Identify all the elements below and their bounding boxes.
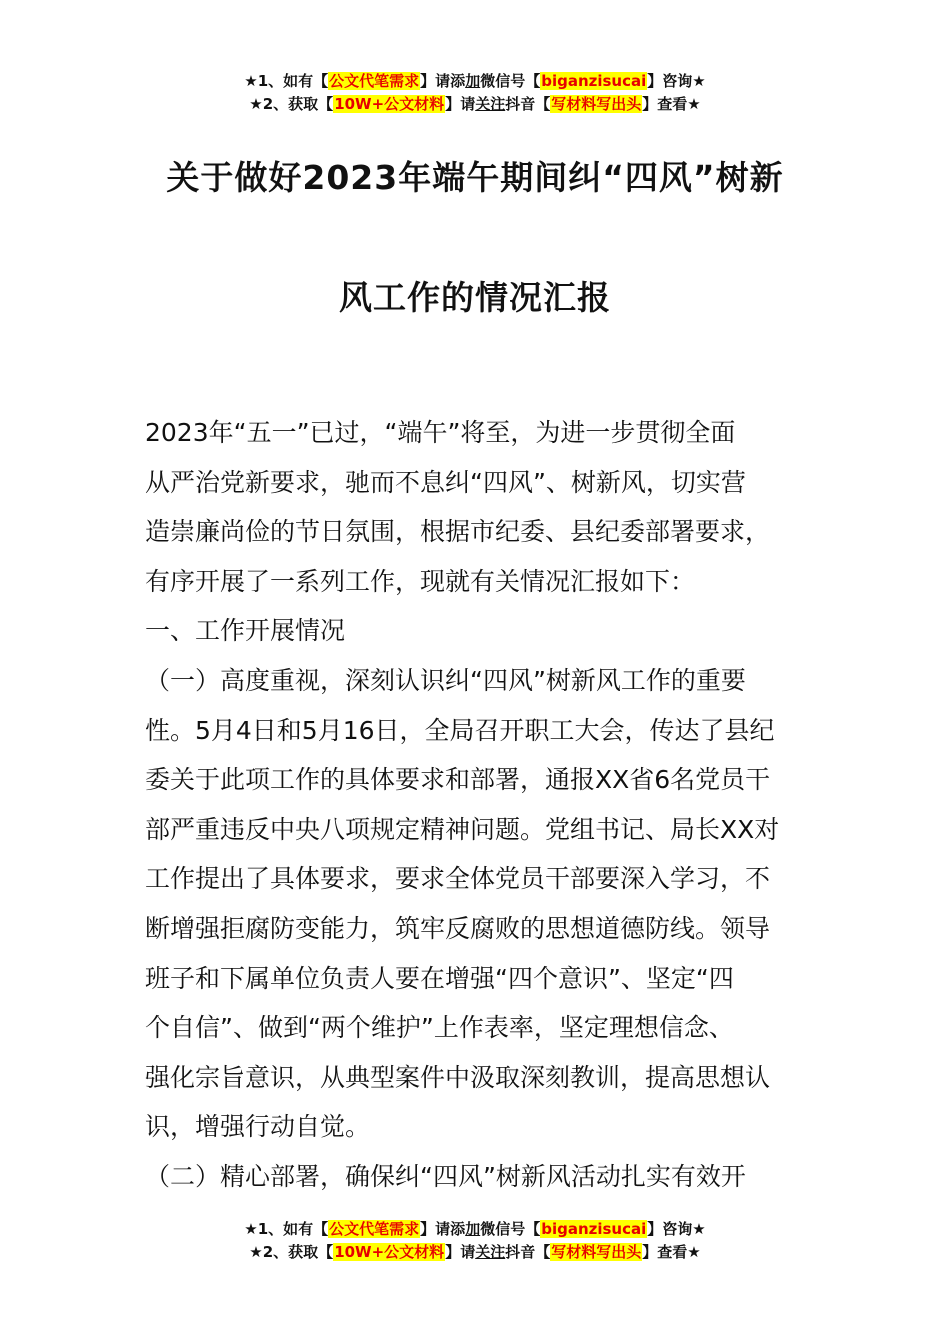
body-line: 个自信”、做到“两个维护”上作表率，坚定理想信念、 <box>145 1013 734 1043</box>
banner-text: 微信号【 <box>480 1220 541 1238</box>
banner-text: 】咨询★ <box>647 1220 706 1238</box>
banner-text: 】查看★ <box>642 1243 701 1261</box>
banner-highlight: 10W+公文材料 <box>334 1243 445 1261</box>
body-line: 性。5月4日和5月16日，全局召开职工大会，传达了县纪 <box>145 715 775 745</box>
banner-text: 】请 <box>445 95 476 113</box>
banner-underlined: 关注 <box>475 1243 506 1261</box>
banner-text: ★1、如有【 <box>244 1220 329 1238</box>
banner-text: 】请 <box>445 1243 476 1261</box>
section-heading: 一、工作开展情况 <box>145 616 346 646</box>
banner-text: ★1、如有【 <box>244 72 329 90</box>
banner-text: 微信号【 <box>480 72 541 90</box>
document-body <box>145 408 810 1202</box>
banner-line-2 <box>0 1241 950 1264</box>
banner-underlined: 加 <box>465 1220 481 1238</box>
body-line: （一）高度重视，深刻认识纠“四风”树新风工作的重要 <box>145 665 746 695</box>
banner-text: 抖音【 <box>505 95 551 113</box>
body-line: 强化宗旨意识，从典型案件中汲取深刻教训，提高思想认 <box>145 1062 771 1092</box>
document-title-line-2: 风工作的情况汇报 <box>339 278 611 317</box>
body-line: 断增强拒腐防变能力，筑牢反腐败的思想道德防线。领导 <box>145 913 771 943</box>
body-line: 工作提出了具体要求，要求全体党员干部要深入学习，不 <box>145 864 771 894</box>
banner-underlined: 加 <box>465 72 481 90</box>
banner-highlight: 写材料写出头 <box>551 95 642 113</box>
banner-text: 】请添 <box>420 72 466 90</box>
banner-underlined: 关注 <box>475 95 506 113</box>
body-line: 造崇廉尚俭的节日氛围，根据市纪委、县纪委部署要求， <box>145 517 771 547</box>
banner-highlight: 公文代笔需求 <box>329 72 420 90</box>
body-line: 有序开展了一系列工作，现就有关情况汇报如下： <box>145 566 696 596</box>
body-line: 2023年“五一”已过，“端午”将至，为进一步贯彻全面 <box>145 418 736 447</box>
body-line: 从严治党新要求，驰而不息纠“四风”、树新风，切实营 <box>145 467 746 497</box>
banner-highlight: 写材料写出头 <box>551 1243 642 1261</box>
banner-text: 】咨询★ <box>647 72 706 90</box>
banner-highlight: biganzisucai <box>541 72 647 90</box>
banner-line-1 <box>0 1218 950 1241</box>
body-line: 识，增强行动自觉。 <box>145 1112 371 1142</box>
banner-highlight: biganzisucai <box>541 1220 647 1238</box>
banner-text: 】请添 <box>420 1220 466 1238</box>
banner-text: 】查看★ <box>642 95 701 113</box>
banner-line-1 <box>0 70 950 93</box>
document-title-line-1: 关于做好2023年端午期间纠“四风”树新 <box>166 158 784 197</box>
banner-text: ★2、获取【 <box>249 1243 334 1261</box>
banner-highlight: 公文代笔需求 <box>329 1220 420 1238</box>
body-line: 班子和下属单位负责人要在增强“四个意识”、坚定“四 <box>145 963 734 993</box>
body-line: （二）精心部署，确保纠“四风”树新风活动扎实有效开 <box>145 1161 746 1191</box>
banner-highlight: 10W+公文材料 <box>334 95 445 113</box>
banner-text: ★2、获取【 <box>249 95 334 113</box>
banner-text: 抖音【 <box>505 1243 551 1261</box>
bottom-banner <box>0 1218 950 1264</box>
body-line: 委关于此项工作的具体要求和部署，通报XX省6名党员干 <box>145 765 771 795</box>
banner-line-2 <box>0 93 950 116</box>
top-banner <box>0 70 950 116</box>
body-line: 部严重违反中央八项规定精神问题。党组书记、局长XX对 <box>145 814 780 844</box>
